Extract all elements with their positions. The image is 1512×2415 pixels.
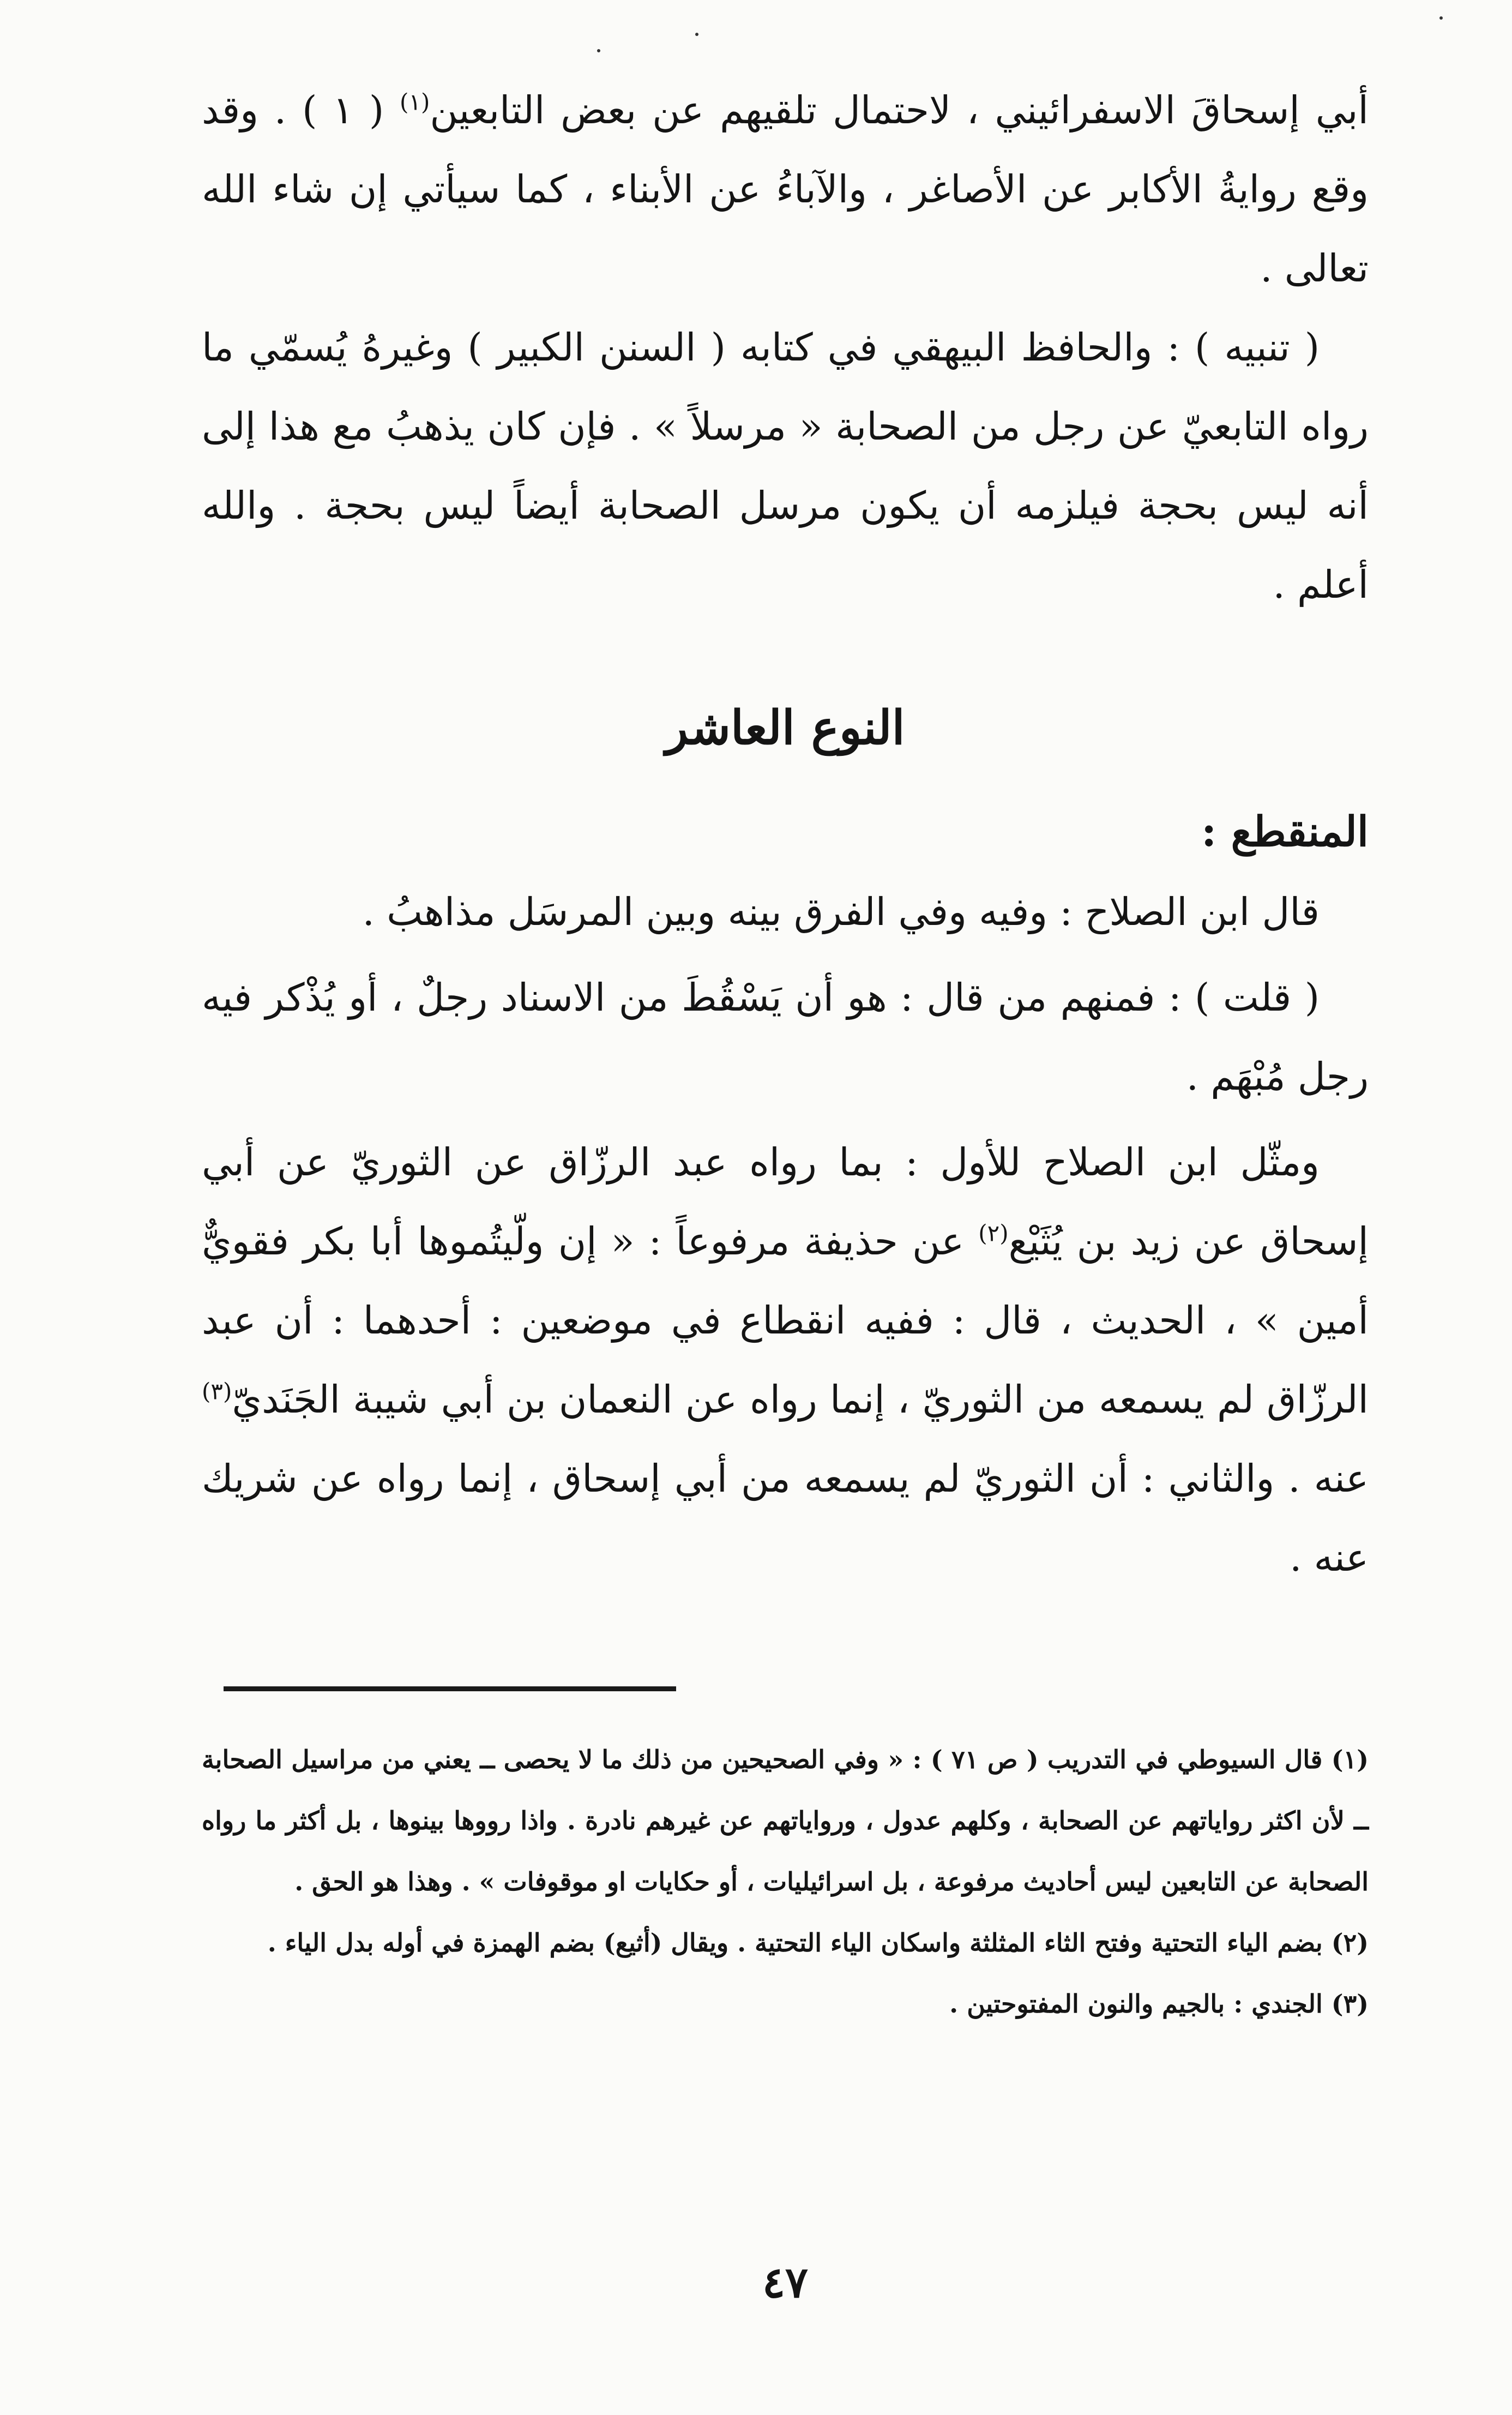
footnote-3: (٣) الجندي : بالجيم والنون المفتوحتين . [949, 1989, 1369, 2018]
paragraph-tanbih: ( تنبيه ) : والحافظ البيهقي في كتابه ( السنن الكبير ) وغيرهُ يُسمّي ما رواه التابعيّ عن رجل من الصحابة « مرسلاً » . فإن كان يذهبُ مع هذا إلى أنه ليس بحجة فيلزمه أن يكون مرسل الصحابة أيضاً ليس بحجة . والله أعلم . [202, 325, 1369, 607]
paragraph-continuation [202, 71, 1369, 308]
paragraph-text: أبي إسحاقَ الاسفرائيني ، لاحتمال تلقيهم عن بعض التابعين [430, 88, 1369, 133]
footnote-mark: (٣) [202, 1378, 232, 1405]
scan-speck [1439, 16, 1443, 20]
section-subtitle: المنقطع : [1201, 807, 1369, 856]
paragraph-text: ومثّل ابن الصلاح للأول : بما رواه عبد الرزّاق عن الثوريّ عن أبي إسحاق عن زيد بن يُثَيْع [202, 1140, 1369, 1264]
footnote-mark: (٢) [978, 1219, 1009, 1247]
footnote-1: (١) قال السيوطي في التدريب ( ص ٧١ ) : « وفي الصحيحين من ذلك ما لا يحصى ــ يعني من مراسيل الصحابة ــ لأن اكثر رواياتهم عن الصحابة ، وكلهم عدول ، ورواياتهم عن غيرهم نادرة . واذا رووها بينوها ، بل أكثر ما رواه الصحابة عن التابعين ليس أحاديث مرفوعة ، بل اسرائيليات ، أو حكايات او موقوفات » . وهذا هو الحق . [202, 1745, 1369, 1896]
paragraph-qultu: ( قلت ) : فمنهم من قال : هو أن يَسْقُطَ من الاسناد رجلٌ ، أو يُذْكر فيه رجل مُبْهَم . [202, 975, 1369, 1099]
paragraph-text: وقع روايةُ الأكابر عن الأصاغر ، والآباءُ عن الأبناء ، كما سيأتي إن شاء الله تعالى . [202, 167, 1369, 291]
paragraph-tail: ( ١ ) . وقد [202, 88, 384, 133]
footnote-mark: (١) [400, 88, 430, 116]
footnote-2: (٢) بضم الياء التحتية وفتح الثاء المثلثة واسكان الياء التحتية . ويقال (أثيع) بضم الهمزة في أوله بدل الياء . [267, 1928, 1369, 1957]
footnote-separator [224, 1686, 676, 1691]
page-number: ٤٧ [762, 2258, 808, 2308]
book-page [202, 71, 1369, 2362]
section-title: النوع العاشر [665, 700, 905, 755]
paragraph-text: عن حذيفة مرفوعاً : « إن ولّيتُموها أبا بكر فقويٌّ أمين » ، الحديث ، قال : ففيه انقطاع في موضعين : أحدهما : أن عبد الرزّاق لم يسمعه من الثوريّ ، إنما رواه عن النعمان بن أبي شيبة الجَنَديّ [202, 1219, 1369, 1422]
paragraph-example [202, 1123, 1369, 1597]
paragraph-ibn-salah: قال ابن الصلاح : وفيه وفي الفرق بينه وبين المرسَل مذاهبُ . [362, 890, 1320, 934]
scan-speck [597, 49, 600, 52]
footnotes [202, 1729, 1369, 2034]
scan-speck [695, 33, 698, 36]
paragraph-text: عنه . والثاني : أن الثوريّ لم يسمعه من أبي إسحاق ، إنما رواه عن شريك عنه . [202, 1456, 1369, 1580]
